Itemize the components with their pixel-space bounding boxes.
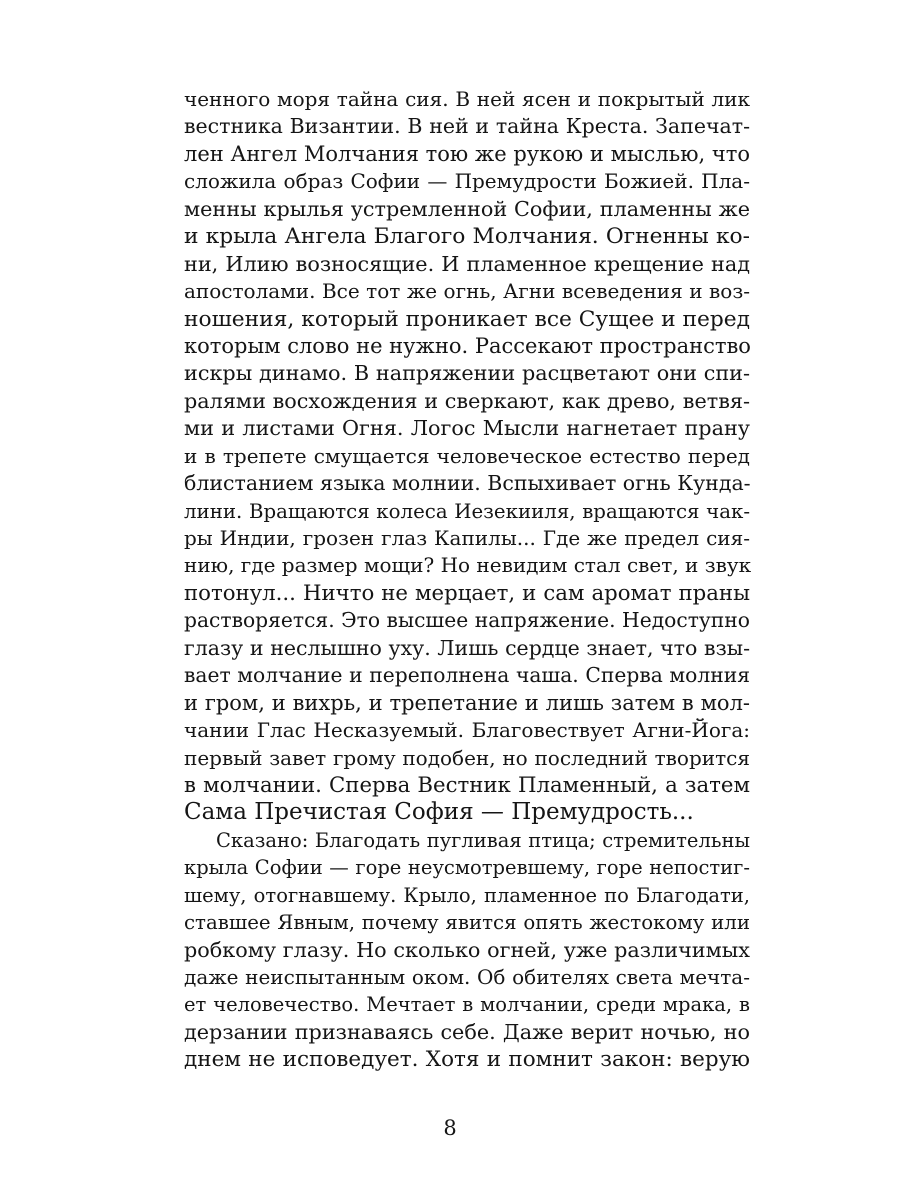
text-line: дерзании признаваясь себе. Даже верит ночью, но (184, 1019, 750, 1044)
text-line: вает молчание и переполнена чаша. Сперва молния (184, 663, 750, 688)
text-line: лен Ангел Молчания тою же рукою и мыслью, что (184, 141, 750, 166)
text-line: искры динамо. В напряжении расцветают они спи- (184, 361, 750, 386)
text-line: растворяется. Это высшее напряжение. Недоступно (184, 608, 750, 633)
text-line: апостолами. Все тот же огнь, Агни всеведения и воз- (184, 279, 750, 304)
body-text (184, 86, 750, 1074)
text-line: Сама Пречистая София — Премудрость... (184, 799, 694, 826)
text-line: нию, где размер мощи? Но невидим стал свет, и звук (184, 553, 752, 578)
text-line: и в трепете смущается человеческое естество перед (184, 443, 750, 468)
text-line: блистанием языка молнии. Вспыхивает огнь Кунда- (184, 471, 751, 496)
text-line: чании Глас Несказуемый. Благовествует Агни-Йога: (184, 718, 750, 743)
text-line: которым слово не нужно. Рассекают пространство (184, 333, 751, 358)
text-line: и крыла Ангела Благого Молчания. Огненны ко- (184, 224, 750, 250)
text-line: первый завет грому подобен, но последний творится (184, 745, 750, 770)
page-number: 8 (443, 1116, 457, 1140)
text-line: ни, Илию возносящие. И пламенное крещение над (184, 251, 750, 276)
text-line: ставшее Явным, почему явится опять жестокому или (184, 911, 750, 935)
text-line: ношения, который проникает все Сущее и перед (184, 306, 751, 332)
text-line: ет человечество. Мечтает в молчании, среди мрака, в (184, 993, 750, 1017)
text-line: днем не исповедует. Хотя и помнит закон: верую (184, 1047, 750, 1073)
text-line: ры Индии, грозен глаз Капилы... Где же предел сия- (184, 526, 750, 550)
text-line: даже неиспытанным оком. Об обителях света мечта- (184, 965, 750, 989)
text-line: и гром, и вихрь, и трепетание и лишь затем в мол- (184, 690, 750, 715)
paragraph-1 (184, 86, 750, 827)
text-line: ми и листами Огня. Логос Мысли нагнетает прану (184, 416, 750, 441)
text-line: лини. Вращаются колеса Иезекииля, вращаются чак- (184, 499, 750, 523)
text-line: шему, отогнавшему. Крыло, пламенное по Благодати, (184, 883, 750, 907)
text-line: в молчании. Сперва Вестник Пламенный, а затем (184, 772, 750, 798)
paragraph-2 (184, 827, 750, 1074)
text-line: вестника Византии. В ней и тайна Креста. Запечат- (184, 114, 750, 139)
text-line: потонул... Ничто не мерцает, и сам аромат праны (184, 580, 750, 606)
text-line: ралями восхождения и сверкают, как древо, ветвя- (184, 388, 750, 413)
text-line: крыла Софии — горе неусмотревшему, горе непостиг- (184, 856, 750, 880)
text-line: робкому глазу. Но сколько огней, уже различимых (184, 937, 750, 962)
text-line: сложила образ Софии — Премудрости Божией. Пла- (184, 169, 750, 194)
text-line: ченного моря тайна сия. В ней ясен и покрытый лик (184, 87, 750, 111)
text-line: менны крылья устремленной Софии, пламенны же (184, 196, 750, 221)
text-line: глазу и неслышно уху. Лишь сердце знает, что взы- (184, 635, 750, 660)
text-line: Сказано: Благодать пугливая птица; стремительны (216, 828, 750, 852)
